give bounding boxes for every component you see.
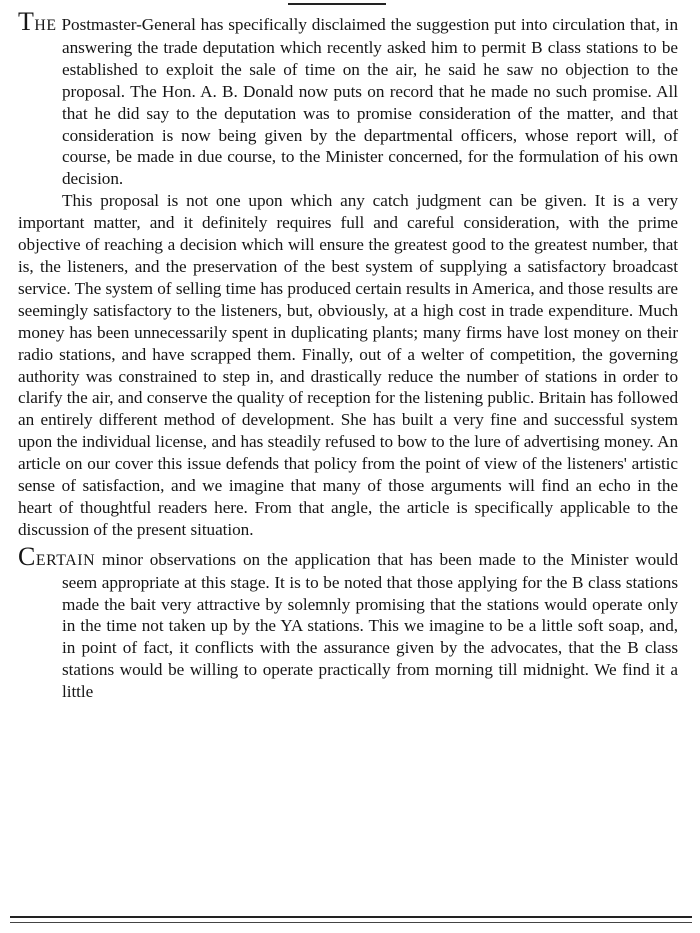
editorial-column: [18, 7, 678, 703]
paragraph-3: [18, 541, 678, 703]
lead-word-he: HE: [34, 17, 57, 34]
section-gap: [18, 541, 678, 549]
paragraph-1: [18, 7, 678, 190]
bottom-rule-thin: [10, 922, 692, 923]
bottom-rule: [10, 916, 692, 918]
paragraph-2: This proposal is not one upon which any catch judgment can be given. It is a very important matter, and it definitely requires full and careful consideration, with the prime objective of reaching a decision which will ensure the greatest good to the greatest number, that is, the listeners, and the preservation of the best system of supplying a satisfactory broadcast service. The system of selling time has produced certain results in America, and those results are seemingly satisfactory to the listeners, but, obviously, at a high cost in trade expenditure. Much money has been unnecessarily spent in duplicating plants; many firms have lost money on their radio stations, and have scrapped them. Finally, out of a welter of competition, the governing authority was constrained to step in, and drastically reduce the number of stations in order to clarify the air, and conserve the quality of reception for the listening public. Britain has followed an entirely different method of development. She has built a very fine and successful system upon the individual license, and has steadily refused to bow to the lure of advertising money. An article on our cover this issue defends that policy from the point of view of the listeners' artistic sense of satisfaction, and we imagine that many of those arguments will find an echo in the heart of thoughtful readers here. From that angle, the article is specifically applicable to the discussion of the present situation.: [18, 191, 678, 539]
drop-cap-c: C: [18, 541, 36, 571]
top-rule: [288, 3, 386, 5]
drop-cap-t: T: [18, 7, 35, 36]
lead-word-certain: ERTAIN: [35, 551, 96, 569]
paragraph-1-text: Postmaster-General has specifically disclaimed the suggestion put into circulation that, in answering the trade deputation which recently asked him to permit B class stations to be established to exploit the sale of time on the air, he said he saw no objection to the proposal. The Hon. A. B. Donald now puts on record that he made no such promise. All that he did say to the deputation was to promise consideration of the matter, and that consideration is now being given by the departmental officers, whose report will, of course, be made in due course, to the Minister concerned, for the formulation of his own decision.: [56, 15, 678, 189]
paragraph-3-text: minor observations on the application that has been made to the Minister would seem appropriate at this stage. It is to be noted that those applying for the B class stations made the bait very attractive by solemnly promising that the stations would operate only in the time not taken up by the YA stations. This we imagine to be a little soft soap, and, in point of fact, it conflicts with the assurance given by the advocates, that the B class stations would be willing to operate practically from morning till midnight. We find it a little: [62, 549, 678, 702]
